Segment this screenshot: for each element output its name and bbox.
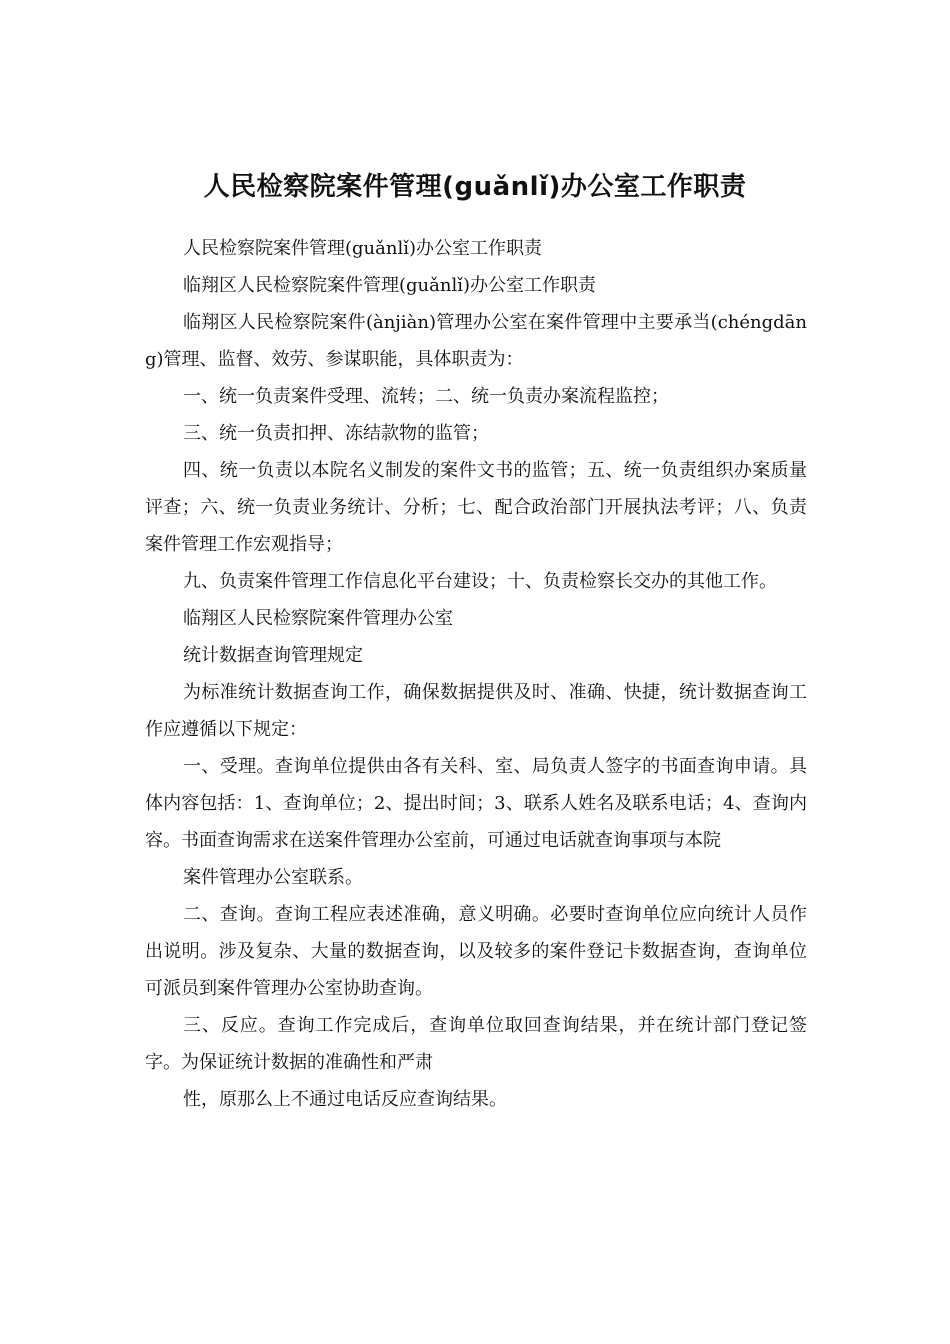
paragraph: 临翔区人民检察院案件管理办公室 [183, 608, 453, 629]
paragraph: 案件管理办公室联系。 [183, 867, 363, 888]
paragraph: 九、负责案件管理工作信息化平台建设；十、负责检察长交办的其他工作。 [183, 571, 777, 592]
paragraph: 三、统一负责扣押、冻结款物的监管； [183, 423, 489, 444]
paragraph: 人民检察院案件管理(guǎnlǐ)办公室工作职责 [183, 238, 542, 259]
paragraph: 三、反应。查询工作完成后，查询单位取回查询结果，并在统计部门登记签字。为保证统计数据的准确性和严肃 [145, 1015, 807, 1073]
paragraph: 临翔区人民检察院案件(ànjiàn)管理办公室在案件管理中主要承当(chéngdāng)管理、监督、效劳、参谋职能，具体职责为： [145, 312, 807, 370]
paragraph: 一、受理。查询单位提供由各有关科、室、局负责人签字的书面查询申请。具体内容包括：1、查询单位；2、提出时间；3、联系人姓名及联系电话；4、查询内容。书面查询需求在送案件管理办公室前，可通过电话就查询事项与本院 [145, 756, 807, 851]
paragraph: 统计数据查询管理规定 [183, 645, 363, 666]
document-title: 人民检察院案件管理(guǎnlǐ)办公室工作职责 [203, 172, 747, 203]
paragraph: 二、查询。查询工程应表述准确，意义明确。必要时查询单位应向统计人员作出说明。涉及复杂、大量的数据查询，以及较多的案件登记卡数据查询，查询单位可派员到案件管理办公室协助查询。 [145, 904, 807, 999]
document-body [145, 230, 807, 1118]
paragraph: 临翔区人民检察院案件管理(guǎnlǐ)办公室工作职责 [183, 275, 596, 296]
paragraph: 一、统一负责案件受理、流转；二、统一负责办案流程监控； [183, 386, 669, 407]
paragraph: 为标准统计数据查询工作，确保数据提供及时、准确、快捷，统计数据查询工作应遵循以下规定： [145, 682, 807, 740]
paragraph: 四、统一负责以本院名义制发的案件文书的监管；五、统一负责组织办案质量评查；六、统一负责业务统计、分析；七、配合政治部门开展执法考评；八、负责案件管理工作宏观指导； [145, 460, 807, 555]
paragraph: 性，原那么上不通过电话反应查询结果。 [183, 1089, 507, 1110]
